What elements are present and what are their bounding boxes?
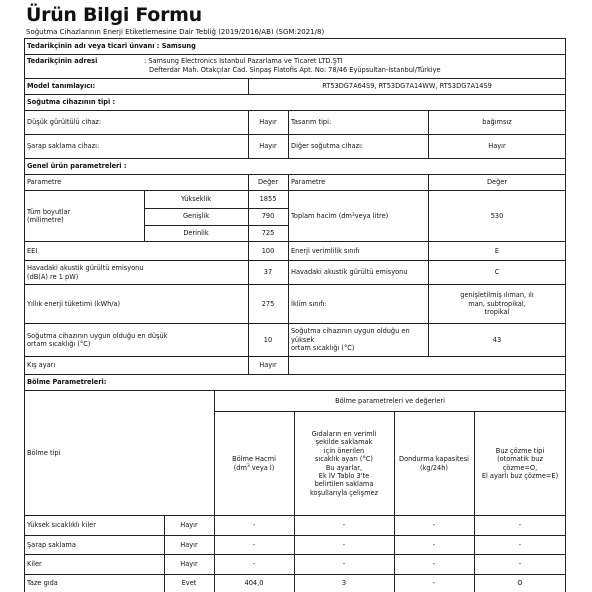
- general-label-1: Soğutma cihazının uygun olduğu en düşük ortam sıcaklığı (°C): [27, 331, 168, 348]
- dimension-name: Derinlik: [183, 229, 209, 238]
- general-label-2: Soğutma cihazının uygun olduğu en yüksek ortam sıcaklığı (°C): [291, 327, 410, 353]
- type-header: Soğutma cihazının tipi :: [27, 98, 116, 107]
- general-label-1: EEI: [27, 246, 38, 255]
- dimension-value: 790: [261, 212, 275, 221]
- param-header-row: [24, 174, 566, 190]
- dimension-value: 1855: [259, 195, 277, 204]
- info-form: [24, 38, 568, 592]
- total-volume-value: 530: [490, 211, 504, 220]
- model-row: [24, 78, 566, 94]
- general-label-2: İklim sınıfı:: [291, 299, 327, 308]
- type-row: [24, 134, 566, 158]
- type-value-1: Hayır: [259, 118, 277, 127]
- compartment-row: [24, 574, 566, 592]
- compartment-row: [24, 554, 566, 574]
- general-label-1: Havadaki akustik gürültü emisyonu (dB(A) re 1 pW): [27, 264, 144, 281]
- compartment-volume: 404,0: [244, 579, 264, 588]
- general-value-2: genişletilmiş ılıman, ılı man, subtropikal, tropikal: [460, 291, 534, 317]
- compartment-defrost: -: [518, 521, 522, 530]
- type-value-1: Hayır: [259, 142, 277, 151]
- compartment-volume: -: [252, 560, 256, 569]
- compartment-header: Bölme Parametreleri:: [27, 378, 107, 387]
- general-value-1: 10: [263, 335, 273, 344]
- model-value: RT53DG7A64S9, RT53DG7A14WW, RT53DG7A14S9: [322, 82, 492, 91]
- supplier-name: Tedarikçinin adı veya ticari ünvanı : Samsung: [27, 42, 196, 51]
- compartment-volume: -: [252, 521, 256, 530]
- compartment-name: Şarap saklama: [27, 540, 76, 549]
- general-value-1: 275: [261, 299, 275, 308]
- general-row: [24, 260, 566, 284]
- type-value-2: bağımsız: [482, 118, 512, 127]
- type-label-1: Şarap saklama cihazı:: [27, 142, 100, 151]
- supplier-address-line2: Defterdar Mah. Otakçılar Cad. Sinpaş Flatofis Apt. No: 78/46 Eyüpsultan-İstanbul/Türkiye: [149, 65, 441, 74]
- compartment-type-label: Bölme tipi: [27, 448, 61, 457]
- dimension-name: Yükseklik: [180, 195, 212, 204]
- general-header: Genel ürün parametreleri :: [27, 162, 127, 171]
- dimension-name: Genişlik: [182, 212, 210, 221]
- general-value-1: 37: [263, 268, 273, 277]
- type-label-2: Diğer soğutma cihazı:: [291, 142, 364, 151]
- type-label-1: Düşük gürültülü cihaz:: [27, 118, 102, 127]
- type-row: [24, 110, 566, 134]
- compartment-present: Hayır: [180, 540, 198, 549]
- compartment-freeze: -: [432, 540, 436, 549]
- value-col-header-2: Değer: [486, 178, 508, 187]
- compartment-freeze: -: [432, 579, 436, 588]
- freeze-col-header: Dondurma kapasitesi (kg/24h): [399, 455, 469, 472]
- general-value-1: Hayır: [259, 361, 277, 370]
- general-value-2: C: [494, 268, 500, 277]
- compartment-temp: -: [342, 521, 346, 530]
- general-label-1: Yıllık enerji tüketimi (kWh/a): [27, 299, 121, 308]
- general-label-2: Havadaki akustik gürültü emisyonu: [291, 268, 408, 277]
- model-label: Model tanımlayıcı:: [27, 82, 96, 91]
- supplier-address: [144, 57, 441, 74]
- type-value-2: Hayır: [488, 142, 506, 151]
- temp-col-header: Gıdaların en verimli şekilde saklamak için önerilen sıcaklık ayarı (°C) Bu ayarlar, Ek IV Tablo 3'te belirtilen saklama koşullarıyla çelişmez: [309, 429, 379, 497]
- compartment-name: Kiler: [27, 560, 42, 569]
- page-subtitle: Soğutma Cihazlarının Enerji Etiketlemesine Dair Tebliğ (2019/2016/AB) (SGM:2021/8): [26, 28, 325, 36]
- compartment-defrost: O: [517, 579, 523, 588]
- total-volume-label: Toplam hacim (dm 3 veya litre): [291, 211, 389, 220]
- compartment-defrost: -: [518, 540, 522, 549]
- general-value-2: E: [494, 246, 500, 255]
- volume-col-header: Bölme Hacmi ($dm^3$ veya l): [232, 455, 276, 472]
- param-col-header-2: Parametre: [291, 178, 326, 187]
- compartment-params-title: Bölme parametreleri ve değerleri: [335, 396, 445, 405]
- compartment-header-row: [24, 374, 566, 390]
- compartment-temp: -: [342, 560, 346, 569]
- compartment-row: [24, 515, 566, 535]
- compartment-volume: -: [252, 540, 256, 549]
- type-header-row: [24, 94, 566, 110]
- general-value-2: 43: [492, 335, 502, 344]
- compartment-name: Taze gıda: [27, 579, 58, 588]
- compartment-temp: -: [342, 540, 346, 549]
- general-row: [24, 284, 566, 323]
- defrost-col-header: Buz çözme tipi (otomatik buz çözme=O, El ayarlı buz çözme=E): [481, 446, 559, 480]
- supplier-address-line1: : Samsung Electronics Istanbul Pazarlama ve Ticaret LTD.ŞTI: [144, 57, 343, 65]
- general-row: [24, 241, 566, 260]
- compartment-freeze: -: [432, 560, 436, 569]
- dimensions-row: [24, 190, 566, 241]
- compartment-defrost: -: [518, 560, 522, 569]
- compartment-temp: 3: [341, 579, 347, 588]
- param-col-header-1: Parametre: [27, 178, 62, 187]
- value-col-header-1: Değer: [257, 178, 279, 187]
- compartment-name: Yüksek sıcaklıklı kiler: [27, 521, 96, 530]
- general-row: [24, 323, 566, 356]
- type-label-2: Tasarım tipi:: [291, 118, 332, 127]
- general-value-1: 100: [261, 246, 275, 255]
- supplier-name-row: [24, 38, 566, 54]
- supplier-address-row: [24, 54, 566, 78]
- dimensions-label: Tüm boyutlar (milimetre): [27, 207, 71, 224]
- compartment-present: Evet: [181, 579, 197, 588]
- compartment-present: Hayır: [180, 521, 198, 530]
- general-row: [24, 356, 566, 374]
- supplier-address-label: Tedarikçinin adresi: [27, 57, 98, 65]
- page-title: Ürün Bilgi Formu: [26, 4, 202, 26]
- compartment-present: Hayır: [180, 560, 198, 569]
- compartment-columns-row: [24, 390, 566, 515]
- dimension-value: 725: [261, 229, 275, 238]
- compartment-row: [24, 535, 566, 554]
- compartment-freeze: -: [432, 521, 436, 530]
- general-label-1: Kış ayarı: [27, 361, 56, 370]
- general-label-2: Enerji verimlilik sınıfı: [291, 246, 360, 255]
- general-header-row: [24, 158, 566, 174]
